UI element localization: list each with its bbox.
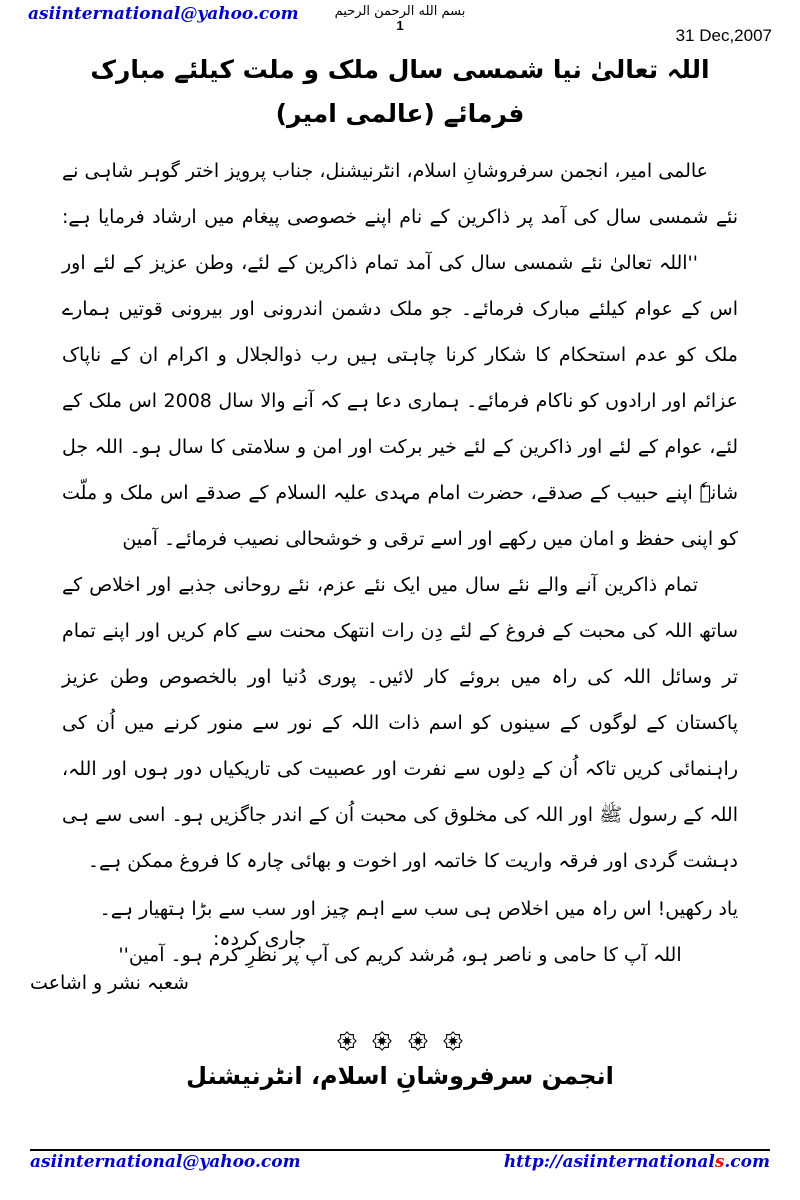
- star-flower-ornament-icon: [334, 1028, 360, 1054]
- issued-by-label: جاری کردہ:: [213, 928, 307, 950]
- reminder-paragraph: یاد رکھیں! اس راہ میں اخلاص ہی سب سے اہم چیز اور سب سے بڑا ہتھیار ہے۔: [99, 898, 738, 920]
- footer-website-link[interactable]: [504, 1152, 770, 1172]
- footer-email-link[interactable]: asiinternational@yahoo.com: [30, 1152, 301, 1172]
- closing-line: اللہ آپ کا حامی و ناصر ہو، مُرشد کریم کی آپ پر نظرِ کرم ہو۔ آمین'': [118, 944, 682, 966]
- star-flower-ornament-icon: [405, 1028, 431, 1054]
- footer-url-highlight: s: [714, 1152, 725, 1172]
- ornament-row: [0, 1028, 800, 1054]
- organization-block: [0, 1028, 800, 1090]
- quote-paragraph-2: تمام ذاکرین آنے والے نئے سال میں ایک نئے عزم، نئے روحانی جذبے اور اخلاص کے ساتھ اللہ کی محبت کے فروغ کے لئے دِن رات انتھک محنت سے کام کریں اور اپنے تمام تر وسائل اللہ کی راہ میں بروئے کار لائیں۔ پوری دُنیا اور بالخصوص وطن عزیز پاکستان کے لوگوں کے سینوں کو اسم ذات اللہ کے نور سے منور کرنے میں اُن کی راہنمائی کریں تاکہ اُن کے دِلوں سے نفرت اور عصبیت کی تاریکیاں دور ہوں اور اللہ، اللہ کے رسول ﷺ اور اللہ کی مخلوق کی محبت اُن کے اندر جاگزیں ہو۔ اسی سے ہی دہشت گردی اور فرقہ واریت کا خاتمہ اور اخوت و بھائی چارہ کا فروغ ممکن ہے۔: [62, 574, 738, 872]
- page-footer: [30, 1149, 770, 1172]
- bismillah-block: [335, 4, 466, 33]
- page-header: [0, 0, 800, 46]
- footer-url-suffix: .com: [724, 1152, 770, 1172]
- organization-name: انجمن سرفروشانِ اسلام، انٹرنیشنل: [186, 1062, 614, 1090]
- star-flower-ornament-icon: [369, 1028, 395, 1054]
- star-flower-ornament-icon: [440, 1028, 466, 1054]
- bismillah-text: بسم الله الرحمن الرحيم: [334, 4, 466, 19]
- intro-paragraph: عالمی امیر، انجمن سرفروشانِ اسلام، انٹرنیشنل، جناب پرویز اختر گوہر شاہی نے نئے شمسی سال کی آمد پر ذاکرین کے نام اپنے خصوصی پیغام میں ارشاد فرمایا ہے:: [62, 160, 738, 228]
- department-label: شعبہ نشر و اشاعت: [30, 972, 189, 994]
- quote-paragraph-1: ''اللہ تعالیٰ نئے شمسی سال کی آمد تمام ذاکرین کے لئے، وطن عزیز کے لئے اور اس کے عوام کیلئے مبارک فرمائے۔ جو ملک دشمن اندرونی اور بیرونی قوتیں ہمارے ملک کو عدم استحکام کا شکار کرنا چاہتی ہیں رب ذوالجلال و اکرام ان کے ناپاک عزائم اور ارادوں کو ناکام فرمائے۔ ہماری دعا ہے کہ آنے والا سال 2008 اس ملک کے لئے، عوام کے لئے اور ذاکرین کے لئے خیر برکت اور امن و سلامتی کا سال ہو۔ اللہ جل شانہٗ اپنے حبیب کے صدقے، حضرت امام مہدی علیہ السلام کے صدقے اس ملک و ملّت کو اپنی حفظ و امان میں رکھے اور اسے ترقی و خوشحالی نصیب فرمائے۔ آمین: [62, 252, 738, 550]
- document-body: [0, 148, 800, 978]
- page-number: 1: [396, 18, 404, 33]
- footer-url-prefix: http://asiinternational: [503, 1152, 715, 1172]
- header-email-link[interactable]: asiinternational@yahoo.com: [28, 4, 299, 24]
- document-date: 31 Dec,2007: [675, 26, 772, 45]
- document-headline: اللہ تعالیٰ نیا شمسی سال ملک و ملت کیلئے مبارک فرمائے (عالمی امیر): [90, 55, 710, 128]
